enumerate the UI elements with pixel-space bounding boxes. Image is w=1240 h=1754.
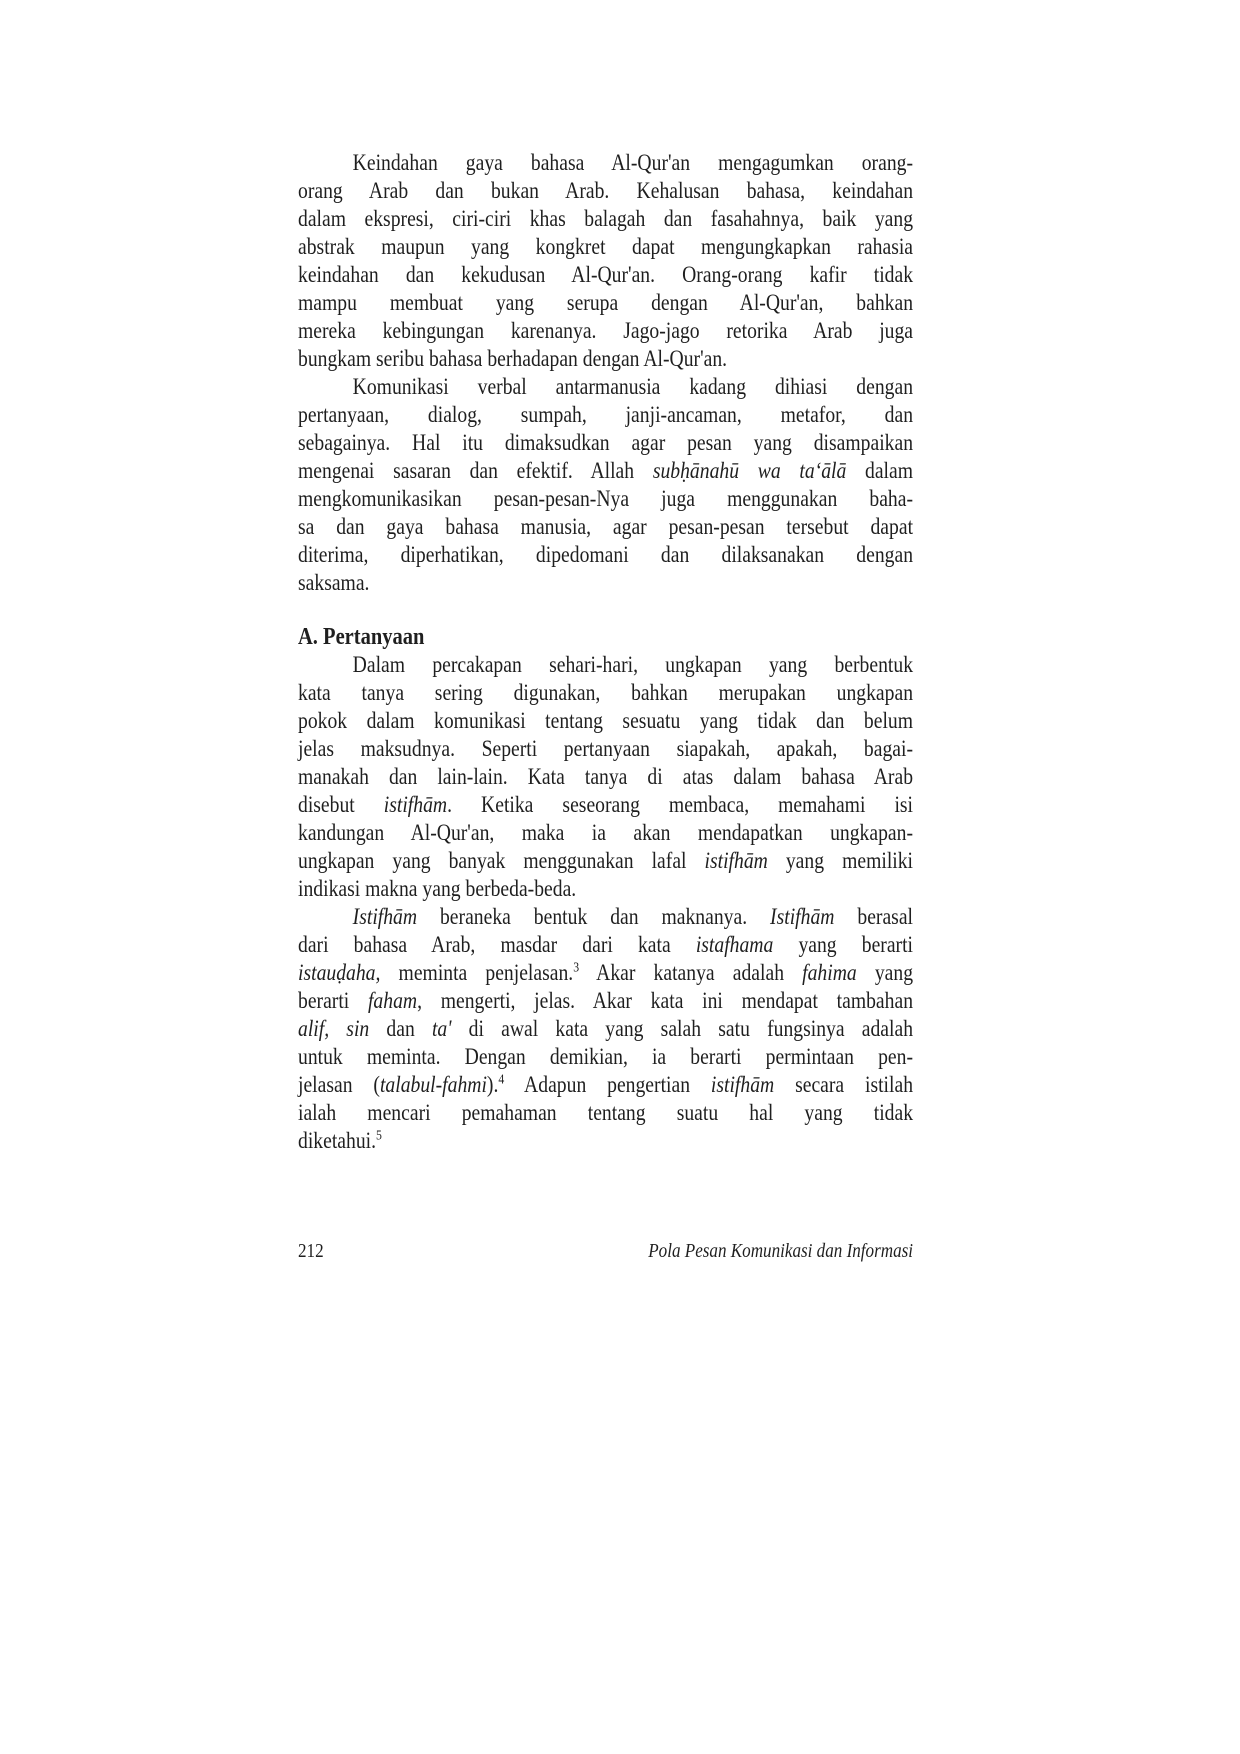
text-run: abstrak maupun yang kongkret dapat mengungkapkan rahasia — [298, 234, 914, 259]
text-line — [298, 485, 913, 513]
text-line — [298, 903, 913, 931]
text-run: Akar katanya adalah — [579, 960, 803, 985]
text-run: yang memiliki — [767, 848, 914, 873]
italic-term: fahima — [802, 960, 857, 985]
text-run: Adapun pengertian — [504, 1072, 711, 1097]
text-run: dalam — [846, 458, 914, 483]
italic-term: ta' — [431, 1016, 452, 1041]
text-run: Keindahan gaya bahasa Al-Qur'an mengagumkan orang- — [352, 150, 914, 175]
text-line — [298, 819, 913, 847]
text-line — [298, 317, 913, 345]
text-line — [298, 233, 913, 261]
text-line — [298, 763, 913, 791]
italic-term: Istifhām — [352, 904, 418, 929]
text-line — [298, 373, 913, 401]
text-run: secara istilah — [774, 1072, 914, 1097]
text-run: saksama. — [298, 570, 370, 595]
text-run: berasal — [834, 904, 914, 929]
text-line — [298, 735, 913, 763]
text-run: mereka kebingungan karenanya. Jago-jago retorika Arab juga — [298, 318, 914, 343]
italic-term: istafhama — [695, 932, 774, 957]
text-run: diterima, diperhatikan, dipedomani dan dilaksanakan dengan — [298, 542, 914, 567]
text-run: Komunikasi verbal antarmanusia kadang dihiasi dengan — [352, 374, 914, 399]
text-run: ). — [486, 1072, 499, 1097]
text-run: dari bahasa Arab, masdar dari kata — [298, 932, 696, 957]
text-line — [298, 1015, 913, 1043]
text-run: pokok dalam komunikasi tentang sesuatu yang tidak dan belum — [298, 708, 914, 733]
text-line — [298, 261, 913, 289]
footer — [298, 1238, 913, 1264]
footnote-ref: 3 — [573, 959, 580, 975]
text-run: Dalam percakapan sehari-hari, ungkapan yang berbentuk — [352, 652, 914, 677]
text-run: jelas maksudnya. Seperti pertanyaan siapakah, apakah, bagai- — [298, 736, 914, 761]
page-number: 212 — [298, 1240, 324, 1262]
italic-term: istauḍaha, — [298, 960, 381, 985]
text-line — [298, 429, 913, 457]
text-line — [298, 205, 913, 233]
text-line — [298, 1043, 913, 1071]
text-line — [298, 651, 913, 679]
section-heading: A. Pertanyaan — [298, 624, 425, 650]
text-line — [298, 513, 913, 541]
text-run: ungkapan yang banyak menggunakan lafal — [298, 848, 705, 873]
text-run: orang Arab dan bukan Arab. Kehalusan bahasa, keindahan — [298, 178, 914, 203]
text-line — [298, 987, 913, 1015]
text-run: sa dan gaya bahasa manusia, agar pesan-pesan tersebut dapat — [298, 514, 914, 539]
text-run: kandungan Al-Qur'an, maka ia akan mendapatkan ungkapan- — [298, 820, 914, 845]
text-line — [298, 959, 913, 987]
text-run: yang berarti — [773, 932, 914, 957]
text-run: berarti — [298, 988, 368, 1013]
text-line — [298, 345, 913, 373]
italic-term: istifhām — [704, 848, 768, 873]
text-run: dan — [369, 1016, 432, 1041]
text-line — [298, 847, 913, 875]
text-line — [298, 401, 913, 429]
text-run: disebut — [298, 792, 384, 817]
italic-term: subḥānahū wa ta‘ālā — [652, 458, 847, 483]
italic-term: istifhām — [710, 1072, 775, 1097]
italic-term: faham — [367, 988, 418, 1013]
italic-term: alif, sin — [298, 1016, 370, 1041]
text-line — [298, 457, 913, 485]
text-run: manakah dan lain-lain. Kata tanya di atas dalam bahasa Arab — [298, 764, 914, 789]
italic-term: Istifhām — [770, 904, 835, 929]
text-line — [298, 1071, 913, 1099]
text-line — [298, 791, 913, 819]
text-run: jelasan ( — [298, 1072, 380, 1097]
footnote-ref: 4 — [498, 1071, 505, 1087]
text-run: keindahan dan kekudusan Al-Qur'an. Orang-orang kafir tidak — [298, 262, 914, 287]
footnote-ref: 5 — [376, 1127, 382, 1143]
text-line — [298, 679, 913, 707]
text-line — [298, 541, 913, 569]
text-run: beraneka bentuk dan maknanya. — [417, 904, 771, 929]
text-line — [298, 931, 913, 959]
text-run: bungkam seribu bahasa berhadapan dengan Al-Qur'an. — [298, 346, 728, 371]
text-run: pertanyaan, dialog, sumpah, janji-ancaman, metafor, dan — [298, 402, 914, 427]
text-run: ialah mencari pemahaman tentang suatu hal yang tidak — [298, 1100, 914, 1125]
text-run: . Ketika seseorang membaca, memahami isi — [447, 792, 914, 817]
text-line — [298, 177, 913, 205]
text-run: mampu membuat yang serupa dengan Al-Qur'an, bahkan — [298, 290, 914, 315]
text-run: indikasi makna yang berbeda-beda. — [298, 876, 577, 901]
text-run: di awal kata yang salah satu fungsinya adalah — [451, 1016, 914, 1041]
text-line — [298, 1099, 913, 1127]
text-run: meminta penjelasan. — [380, 960, 574, 985]
running-title: Pola Pesan Komunikasi dan Informasi — [648, 1240, 914, 1262]
text-line — [298, 569, 913, 597]
text-line — [298, 289, 913, 317]
text-run: mengkomunikasikan pesan-pesan-Nya juga menggunakan baha- — [298, 486, 914, 511]
text-run: yang — [856, 960, 914, 985]
body-text — [298, 149, 913, 1155]
italic-term: istifhām — [383, 792, 448, 817]
text-run: untuk meminta. Dengan demikian, ia berarti permintaan pen- — [298, 1044, 914, 1069]
text-run: sebagainya. Hal itu dimaksudkan agar pesan yang disampaikan — [298, 430, 914, 455]
text-run: , mengerti, jelas. Akar kata ini mendapat tambahan — [417, 988, 914, 1013]
italic-term: talabul-fahmi — [379, 1072, 487, 1097]
text-run: mengenai sasaran dan efektif. Allah — [298, 458, 653, 483]
text-line — [298, 707, 913, 735]
text-run: diketahui. — [298, 1128, 377, 1153]
text-line — [298, 875, 913, 903]
text-run: dalam ekspresi, ciri-ciri khas balagah dan fasahahnya, baik yang — [298, 206, 914, 231]
text-line — [298, 149, 913, 177]
text-run: kata tanya sering digunakan, bahkan merupakan ungkapan — [298, 680, 914, 705]
text-line — [298, 1127, 913, 1155]
